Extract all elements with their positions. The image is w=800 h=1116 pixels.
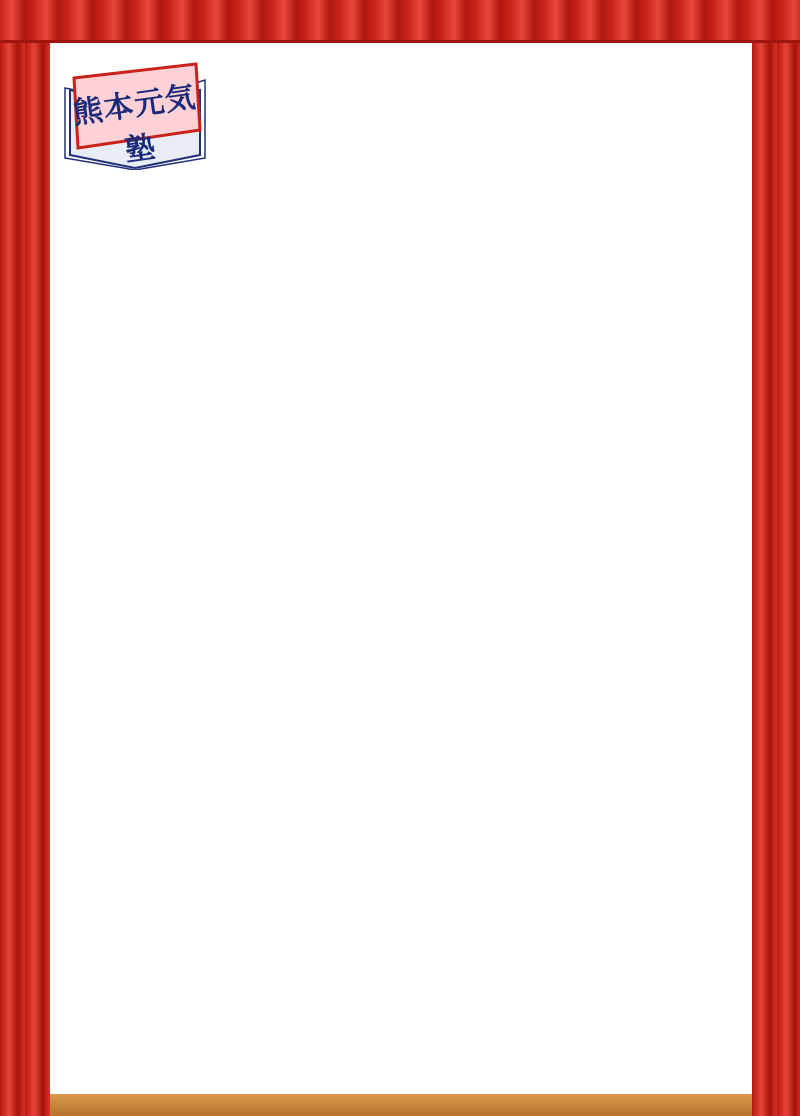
stage-floor [0,1094,800,1116]
right-curtain [752,0,800,1116]
curtain-valance [0,0,800,43]
logo-text: 熊本元気塾 [70,79,199,169]
left-curtain [0,0,50,1116]
flyer-body [50,40,752,1094]
